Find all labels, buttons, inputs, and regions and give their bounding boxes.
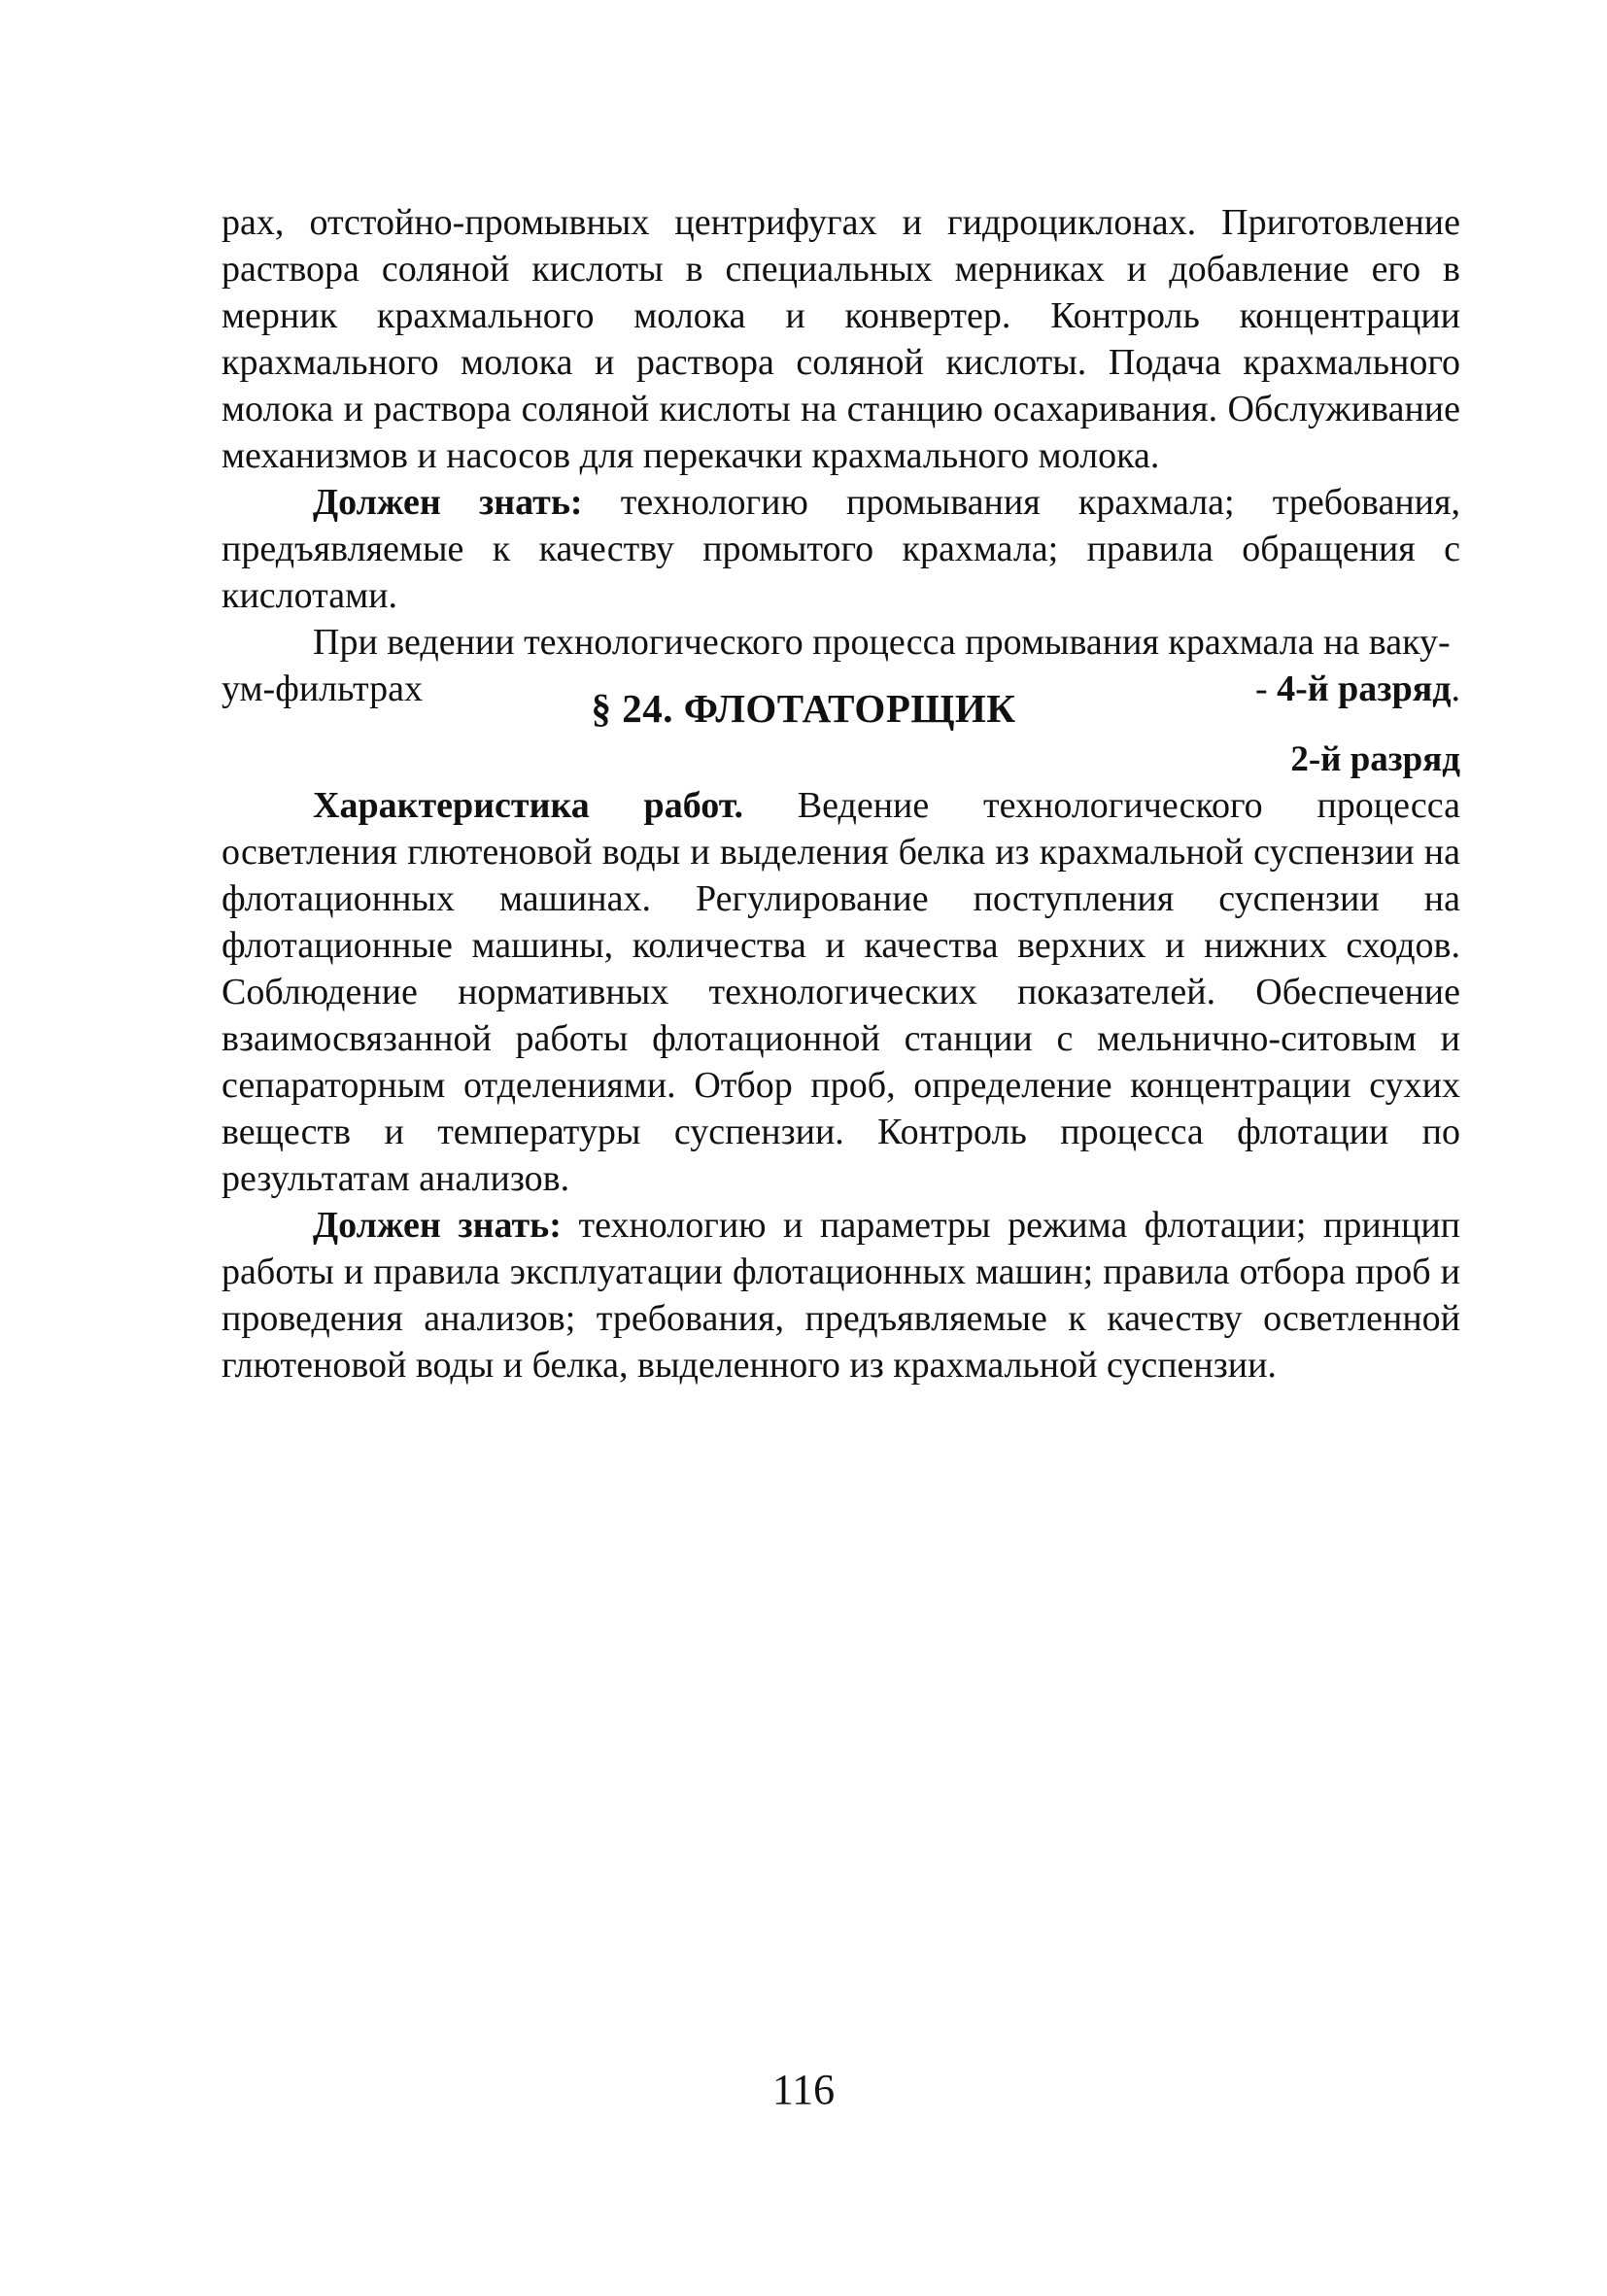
condition-text: При ведении технологического процесса промывания крахмала на ваку- [313,622,1451,663]
characteristics-label: Характеристика работ. [313,785,743,826]
condition-leader-text: ум-фильтрах [222,668,423,709]
continuation-block [222,199,1460,712]
section-body [222,782,1460,1388]
characteristics-text: Ведение технологического процесса осветления глютеновой воды и выделения белка из крахмальной суспензии на флотационных машинах. Регулирование поступления суспензии на флотационные машины, количества и качества верхних и нижних сходов. Соблюдение нормативных технологических показателей. Обеспечение взаимосвязанной работы флотационной станции с мельнично-ситовым и сепараторным отделениями. Отбор проб, определение концентрации сухих веществ и температуры суспензии. Контроль процесса флотации по результатам анализов. [222,785,1460,1199]
section-grade: 2-й разряд [1290,739,1460,779]
must-know-text-2: технологию и параметры режима флотации; принцип работы и правила эксплуатации флотационных машин; правила отбора проб и проведения анализов; требования, предъявляемые к качеству осветленной глютеновой воды и белка, выделенного из крахмальной суспензии. [222,1205,1461,1386]
must-know-text-1: технологию промывания крахмала; требования, предъявляемые к качеству промытого крахмала; правила обращения с кислотами. [222,482,1460,616]
must-know-paragraph-1 [222,479,1460,619]
continuation-text: рах, отстойно-промывных центрифугах и гидроциклонах. Приготовление раствора соляной кислоты в специальных мерниках и добавление его в мерник крахмального молока и конвертер. Контроль концентрации крахмального молока и раствора соляной кислоты. Подача крахмального молока и раствора соляной кислоты на станцию осахаривания. Обслуживание механизмов и насосов для перекачки крахмального молока. [222,202,1460,476]
condition-grade-label: 4-й разряд [1277,668,1452,709]
condition-dash: - [1254,668,1278,709]
must-know-label-2: Должен знать: [313,1205,562,1246]
condition-period: . [1451,668,1460,709]
section-title: § 24. ФЛОТАТОРЩИК [591,686,1016,731]
characteristics-paragraph [222,782,1460,1202]
page-number: 116 [771,2066,836,2113]
continuation-paragraph [222,199,1460,479]
must-know-label-1: Должен знать: [313,482,583,523]
condition-line-1 [222,619,1460,666]
must-know-paragraph-2 [222,1202,1460,1388]
